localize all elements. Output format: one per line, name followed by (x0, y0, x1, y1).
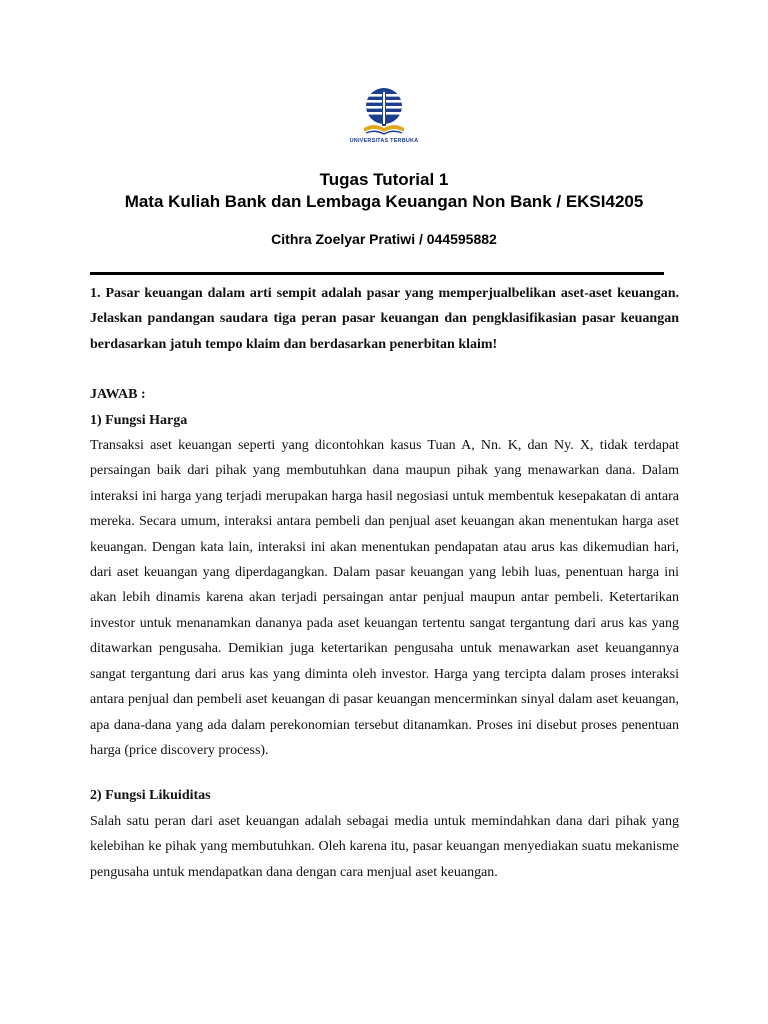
document-title: Tugas Tutorial 1 (319, 170, 449, 189)
question-text: 1. Pasar keuangan dalam arti sempit adalah pasar yang memperjualbelikan aset-aset keuangan. Jelaskan pandangan saudara tiga peran pasar keuangan dan pengklasifikasian pasar keuangan berdasarkan jatuh tempo klaim dan berdasarkan penerbitan klaim! (90, 286, 679, 352)
section-heading-fungsi-harga: 1) Fungsi Harga (90, 412, 188, 428)
document-body (90, 281, 679, 885)
section-body-fungsi-likuiditas: Salah satu peran dari aset keuangan adalah sebagai media untuk memindahkan dana dari pihak yang kelebihan ke pihak yang membutuhkan. Oleh karena itu, pasar keuangan menyediakan suatu mekanisme pengusaha untuk mendapatkan dana dengan cara menjual aset keuangan. (90, 813, 679, 880)
horizontal-divider (90, 272, 664, 275)
section-heading-fungsi-likuiditas: 2) Fungsi Likuiditas (90, 788, 211, 804)
section-body-fungsi-harga: Transaksi aset keuangan seperti yang dicontohkan kasus Tuan A, Nn. K, dan Ny. X, tidak terdapat persaingan baik dari pihak yang membutuhkan dana maupun pihak yang menawarkan dana. Dalam interaksi ini harga yang terjadi merupakan harga hasil negosiasi untuk membentuk kesepakatan di antara mereka. Secara umum, interaksi antara pembeli dan penjual aset keuangan akan menentukan harga aset keuangan. Dengan kata lain, interaksi ini akan menentukan pendapatan atau arus kas dikemudian hari, dari aset keuangan yang diperdagangkan. Dalam pasar keuangan yang lebih luas, penentuan harga ini akan lebih dinamis karena akan terjadi persaingan antar penjual maupun antar pembeli. Ketertarikan investor untuk menanamkan dananya pada aset keuangan tertentu sangat tergantung dari arus kas yang ditawarkan pengusaha. Demikian juga ketertarikan pengusaha untuk menawarkan aset keuangannya sangat tergantung dari arus kas yang diminta oleh investor. Harga yang tercipta dalam proses interaksi antara penjual dan pembeli aset keuangan di pasar keuangan mencerminkan sinyal dalam aset keuangan, apa dana-dana yang ada dalam perekonomian tersebut ditanamkan. Proses ini disebut proses penentuan harga (price discovery process). (90, 438, 679, 758)
university-emblem-icon (356, 84, 412, 140)
document-subtitle: Mata Kuliah Bank dan Lembaga Keuangan Non Bank / EKSI4205 (124, 192, 644, 211)
answer-label: JAWAB : (90, 387, 146, 403)
logo-text: UNIVERSITAS TERBUKA (349, 138, 419, 144)
author-line: Cithra Zoelyar Pratiwi / 044595882 (271, 231, 497, 247)
